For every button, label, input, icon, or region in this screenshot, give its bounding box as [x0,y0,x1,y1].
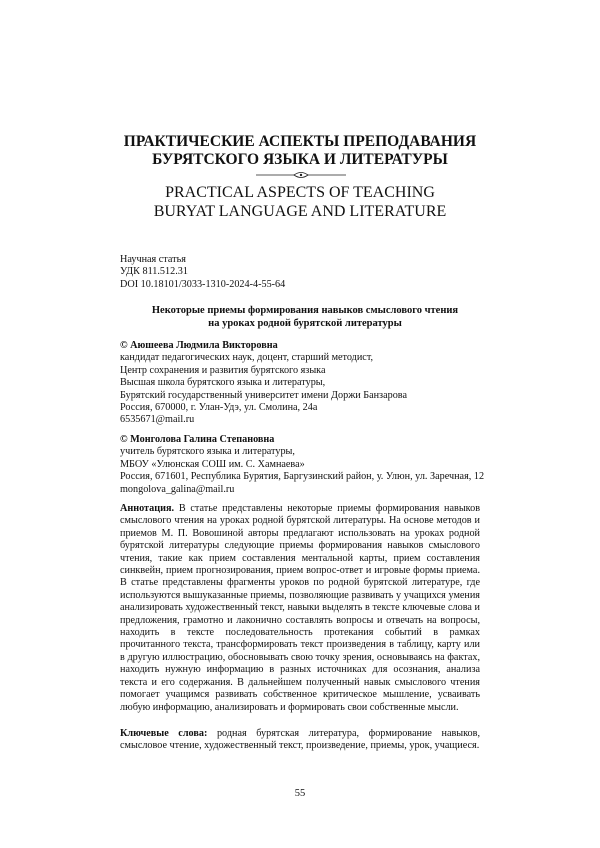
author-affiliation-line: Бурятский государственный университет имени Доржи Банзарова [120,389,407,401]
udc-code: УДК 811.512.31 [120,266,188,278]
author-email[interactable]: mongolova_galina@mail.ru [120,483,235,495]
author-name: © Аюшеева Людмила Викторовна [120,340,278,351]
author-block [120,434,484,496]
author-address: Россия, 670000, г. Улан-Удэ, ул. Смолина, 24а [120,402,318,414]
page-number: 55 [294,788,306,799]
author-affiliation-line: кандидат педагогических наук, доцент, старший методист, [120,352,374,364]
author-address: Россия, 671601, Республика Бурятия, Баргузинский район, у. Улюн, ул. Заречная, 12 [120,471,485,483]
keywords-text: родная бурятская литература, формирование навыков, смысловое чтение, художественный текст, произведение, приемы, урок, учащиеся. [120,728,481,752]
article-type: Научная статья [120,254,186,265]
author-affiliation-line: МБОУ «Улюнская СОШ им. С. Хамнаева» [120,458,305,470]
doi-link[interactable]: DOI 10.18101/3033-1310-2024-4-55-64 [120,278,286,290]
keywords [120,728,480,753]
abstract-label: Аннотация. [120,503,179,514]
section-title-english [60,183,540,221]
abstract [120,503,480,714]
author-affiliation-line: учитель бурятского языка и литературы, [120,446,295,458]
author-email[interactable]: 6535671@mail.ru [120,414,195,426]
title-divider-ornament [256,170,346,180]
article-title-line-1: Некоторые приемы формирования навыков смыслового чтения [151,305,459,316]
article-title-line-2: на уроках родной бурятской литературы [208,318,402,329]
section-title-en-line-2: BURYAT LANGUAGE AND LITERATURE [153,203,447,220]
article-metadata [120,254,285,291]
section-title-ru-line-2: БУРЯТСКОГО ЯЗЫКА И ЛИТЕРАТУРЫ [152,151,448,168]
section-title-ru-line-1: ПРАКТИЧЕСКИЕ АСПЕКТЫ ПРЕПОДАВАНИЯ [123,133,477,150]
author-affiliation-line: Высшая школа бурятского языка и литературы, [120,377,326,389]
author-block [120,340,407,427]
article-title [100,304,510,330]
abstract-text: В статье представлены некоторые приемы формирования навыков смыслового чтения на уроках родной бурятской литературы. На основе методов и приемов М. П. Вовошиной авторы предлагают использовать на уроках родной бурятской литературы следующие приемы формирования навыков смыслового чтения, такие как прием составления ментальной карты, прием составления синквейн, прием прогнозирования, прием вопрос-ответ и игровые формы приема. В статье представлены фрагменты уроков по родной бурятской литературе, где используются вышуказанные приемы, позволяющие развивать у учащихся умения анализировать художественный текст, навыки выделять в тексте ключевые слова и предложения, грамотно и лаконично составлять вопросы и отвечать на вопросы, находить в тексте последовательность протекания событий в рамках прочитанного текста, трансформировать текст произведения в таблицу, карту или в другую иллюстрацию, обосновывать свою точку зрения, основываясь на фактах, находить нужную информацию в разных источниках для осознания, анализа текста и его содержания. В дальнейшем полученный навык смыслового чтения помогает учащимся развивать собственное критическое мышление, усваивать любую информацию, анализировать и формировать свои собственные мысли. [120,503,481,713]
author-name: © Монголова Галина Степановна [120,434,275,445]
section-title-russian [60,133,540,169]
keywords-label: Ключевые слова: [120,728,217,739]
author-affiliation-line: Центр сохранения и развития бурятского языка [120,364,326,376]
section-title-en-line-1: PRACTICAL ASPECTS OF TEACHING [165,184,435,201]
